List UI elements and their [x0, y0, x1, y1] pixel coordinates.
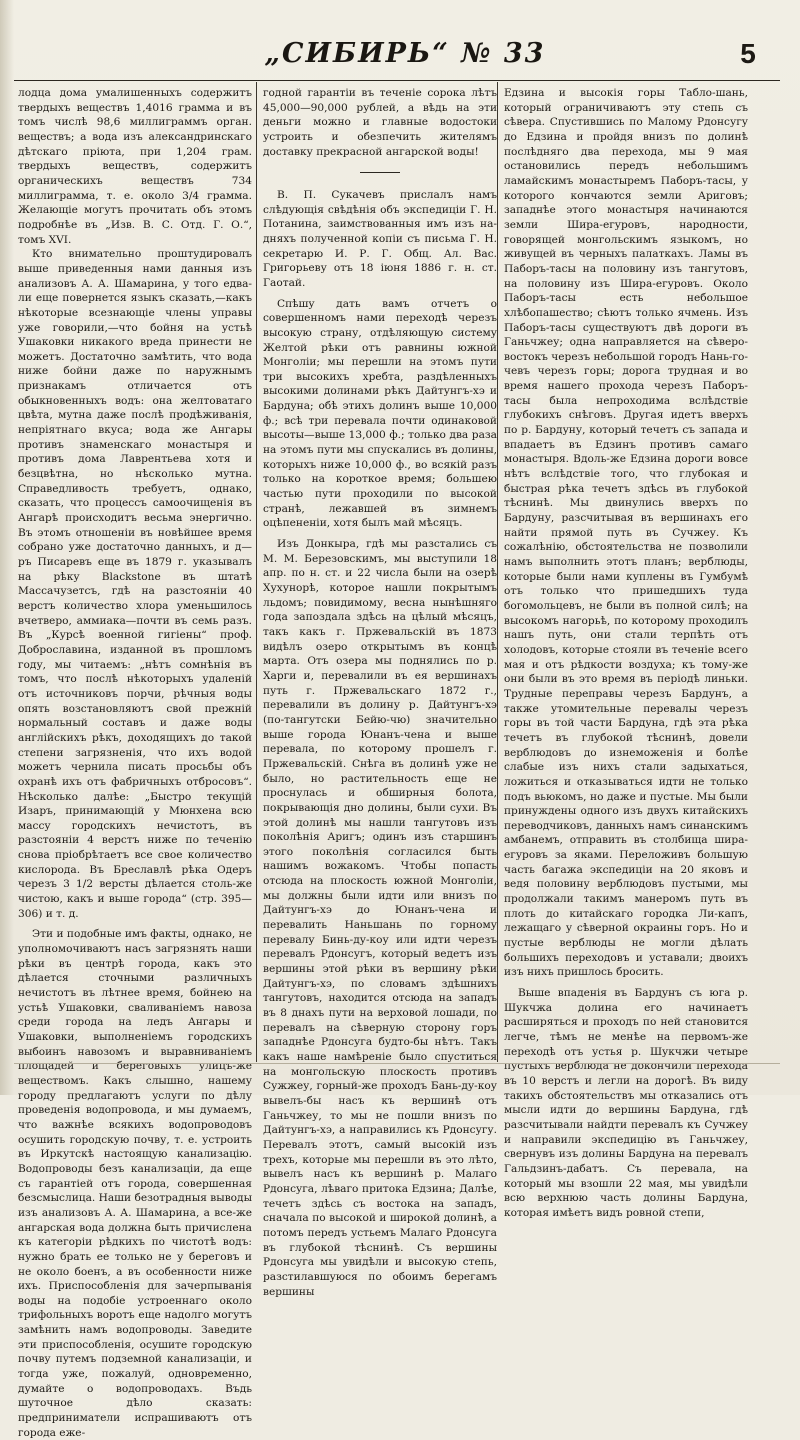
column-divider: [256, 82, 257, 1062]
paragraph: Эти и подобные имъ факты, однако, не уполномочиваютъ насъ загрязнять наши рѣки въ центрѣ города, какъ это дѣлается сточными различныхъ нечистотъ въ лѣтнее время, бойнею на устьѣ Ушаковки, сваливаніемъ навоза среди города на ледъ Ангары и Ушаковки, выполненіемъ городскихъ выбоинъ навозомъ и выравниваніемъ площадей и береговыхъ улицъ-же веществомъ. Какъ слышно, нашему городу предлагаютъ услуги по дѣлу проведенія водопровода, и мы думаемъ, что важнѣе всякихъ водопроводовъ осушить городскую почву, т. е. устроить въ Иркутскѣ настоящую канализацію. Водопроводы безъ канализаціи, да еще съ гарантіей отъ города, совершенная безсмыслица. Наши безотрадныя выводы изъ анализовъ А. А. Шамарина, а все-же ангарская вода должна быть причислена къ категоріи рѣдкихъ по чистотѣ водъ: нужно брать ее только не у береговъ и не около боенъ, а въ особенности ниже ихъ. Приспособленія для зачерпыванія воды на подобіе устроеннаго около трифольныхъ воротъ еще надолго могутъ замѣнить намъ водопроводы. Заведите эти приспособленія, осушите городскую почву путемъ подземной канализаціи, и тогда уже, пожалуй, одновременно, думайте о водопроводахъ. Въдь шуточное дѣло сказать: предприниматели испрашиваютъ отъ города еже-: [18, 928, 252, 1439]
paragraph: лодца дома умалишенныхъ содержитъ твердыхъ веществъ 1,4016 грамма и въ томъ числѣ 98,6 миллиграммъ орган. веществъ; а вода изъ александринскаго дѣтскаго пріюта, при 1,204 грам. твердыхъ веществъ, содержитъ органическихъ веществъ 734 миллиграмма, т. е. около 3/4 грамма. Желающіе могутъ прочитать объ этомъ подробнѣе въ „Изв. В. С. Отд. Г. О.“, томъ XVI.: [18, 87, 252, 246]
column-3: [504, 86, 748, 1219]
paragraph: Едзина и высокія горы Табло-шань, который ограничиваютъ эту степь съ сѣвера. Спустившись по Малому Рдонсугу до Едзина и пройдя внизъ по долинѣ послѣдняго два перехода, мы 9 мая остановились передъ небольшимъ ламайскимъ монастыремъ Паборъ-тасы, у которого кончаются земли Ариговъ; западнѣе этого монастыря начинаются земли Шира-егуровъ, народности, говорящей монгольскимъ языкомъ, но живущей въ черныхъ палаткахъ. Ламы въ Паборъ-тасы на половину изъ тангутовъ, на половину изъ Шира-егуровъ. Около Паборъ-тасы есть небольшое хлѣбопашество; сѣютъ только ячмень. Изъ Паборъ-тасы существуютъ двѣ дороги въ Ганьчжеу; одна направляется на сѣверо-востокъ черезъ небольшой городъ Нань-го-чевъ черезъ горы; дорога трудная и во время нашего прохода черезъ Паборъ-тасы была непроходима вслѣдствіе глубокихъ снѣговъ. Другая идетъ вверхъ по р. Бардуну, который течетъ съ запада и впадаетъ въ Едзинъ противъ самаго монастыря. Вдоль-же Едзина дороги вовсе нѣтъ вслѣдствіе того, что глубокая и быстрая рѣка течетъ здѣсь въ глубокой тѣснинѣ. Мы двинулись вверхъ по Бардуну, разсчитывая въ вершинахъ его найти прямой путь въ Сучжеу. Къ сожалѣнію, обстоятельства не позволили намъ выполнить этотъ планъ; верблюды, которые были нами куплены въ Гумбумѣ отъ только что пришедшихъ туда богомольцевъ, не были въ полной силѣ; на высокомъ нагорьѣ, по которому проходилъ нашъ путь, они стали терпѣть отъ холодовъ, которые стояли въ теченіе всего мая и отъ рѣдкости воздуха; къ тому-же они были въ это время въ періодѣ линьки. Трудные переправы черезъ Бардунъ, а также утомительные перевалы черезъ горы въ той части Бардуна, гдѣ эта рѣка течетъ въ глубокой тѣснинѣ, довели верблюдовъ до изнеможенія и болѣе слабые изъ нихъ стали задыхаться, ложиться и отказываться идти не только подъ вьюкомъ, но даже и пустые. Мы были принуждены одного изъ двухъ китайскихъ переводчиковъ, данныхъ намъ синанскимъ амбанемъ, отправить въ столбища шира-егуровъ за яками. Переложивъ большую часть багажа экспедиціи на 20 яковъ и ведя половину верблюдовъ пустыми, мы продолжали такимъ манеромъ путь въ плоть до китайскаго городка Ли-капъ, лежащаго у сѣверной окраины горъ. Но и пустые верблюды не могли дѣлать большихъ переходовъ и уставали; двоихъ изъ нихъ пришлось бросить.: [504, 87, 748, 979]
paragraph: Выше впаденія въ Бардунъ съ юга р. Шукчжа долина его начинаетъ расширяться и проходъ по ней становится легче, тѣмъ не менѣе на первомъ-же переходѣ отъ устья р. Шукчжи четыре пустыхъ верблюда не докончили перехода въ 10 верстъ и легли на дорогѣ. Въ виду такихъ обстоятельствъ мы отказались отъ мысли идти до вершины Бардуна, гдѣ разсчитывали найдти перевалъ къ Сучжеу и направили экспедицію въ Ганьчжеу, свернувъ изъ долины Бардуна на перевалъ Гальдзинъ-дабатъ. Съ перевала, на который мы взошли 22 мая, мы увидѣли всю верхнюю часть долины Бардуна, которая имѣетъ видъ ровной степи,: [504, 987, 748, 1219]
column-divider: [497, 82, 498, 1062]
column-2: [263, 86, 497, 1298]
paragraph: Спѣшу дать вамъ отчетъ о совершенномъ нами переходѣ черезъ высокую страну, отдѣляющую систему Желтой рѣки отъ равнины южной Монголіи; мы перешли на этомъ пути три высокихъ хребта, раздѣленныхъ высокими долинами рѣкъ Дайтунгъ-хэ и Бардуна; обѣ этихъ долинъ выше 10,000 ф.; всѣ три перевала почти одинаковой высоты—выше 13,000 ф.; только два раза на этомъ пути мы спускались въ долины, которыхъ ниже 10,000 ф., во всякій разъ только на короткое время; большею частью пути проходили по высокой странѣ, лежавшей въ зимнемъ оцѣпененіи, хотя былъ май мѣсяцъ.: [263, 297, 497, 530]
paragraph: годной гарантіи въ теченіе сорока лѣтъ 45,000—90,000 рублей, а вѣдь на эти деньги можно и главные водостоки устроить и обезпечить жителямъ доставку прекрасной ангарской воды!: [263, 87, 497, 158]
paragraph: Изъ Донкыра, гдѣ мы разстались съ М. М. Березовскимъ, мы выступили 18 апр. по н. ст. и 22 числа были на озерѣ Хухунорѣ, которое нашли покрытымъ льдомъ; повидимому, весна нынѣшняго года запоздала здѣсь на цѣлый мѣсяцъ, такъ какъ г. Пржевальскій въ 1873 видѣлъ озеро открытымъ въ концѣ марта. Отъ озера мы поднялись по р. Харги и, перевалили въ ея вершинахъ путь г. Пржевальскаго 1872 г., перевалили въ долину р. Дайтунгъ-хэ (по-тангутски Бейю-чю) значительно выше города Юнанъ-чена и выше перевала, по которому прошелъ г. Пржевальскій. Снѣга въ долинѣ уже не было, но растительность еще не проснулась и обширныя болота, покрывающія дно долины, были сухи. Въ этой долинѣ мы нашли тангутовъ изъ поколѣнія Аригъ; одинъ изъ старшинъ этого поколѣнія согласился быть нашимъ вожакомъ. Чтобы попасть отсюда на плоскость южной Монголіи, мы должны были идти или внизъ по Дайтунгъ-хэ до Юнанъ-чена и перевалить Наньшань по горному перевалу Бинь-ду-коу или идти черезъ перевалъ Рдонсугъ, который ведетъ изъ вершины этой рѣки въ вершину рѣки Дайтунгъ-хэ, по словамъ здѣшнихъ тангутовъ, находится отсюда на западъ въ 8 днахъ пути на верховой лошади, по перевалъ на сѣверную сторону горъ западнѣе Рдонсуга будто-бы нѣтъ. Такъ какъ наше намѣреніе было спуститься на монгольскую плоскость противъ Сужжеу, горный-же проходъ Бань-ду-коу вывелъ-бы насъ къ вершинѣ отъ Ганьчжеу, то мы не пошли внизъ по Дайтунгъ-хэ, а направились къ Рдонсугу. Перевалъ этотъ, самый высокій изъ трехъ, которые мы перешли въ это лѣто, вывелъ насъ къ вершинѣ р. Малаго Рдонсуга, лѣваго притока Едзина; Далѣе, течетъ здѣсь съ востока на западъ, сначала по высокой и широкой долинѣ, а потомъ передъ устьемъ Малаго Рдонсуга въ глубокой тѣснинѣ. Съ вершины Рдонсуга мы увидѣли и высокую степь, разстилавшуюся по обоимъ берегамъ вершины: [263, 538, 497, 1298]
page-number: 5: [740, 38, 756, 69]
page-bottom-edge: [14, 1063, 780, 1064]
newspaper-title: „СИБИРЬ“ № 33: [264, 38, 546, 69]
header-rule: [14, 80, 780, 81]
paragraph: Кто внимательно проштудировалъ выше приведенныя нами данныя изъ анализовъ А. А. Шамарина, у того едва-ли еще повернется языкъ сказать,—какъ нѣкоторые всезнающіе члены управы уже говорили,—что бойня на устьѣ Ушаковки никакого вреда принести не можетъ. Достаточно замѣтить, что вода ниже бойни даже по наружнымъ признакамъ отличается отъ обыкновенныхъ водъ: она желтоватаго цвѣта, мутна даже послѣ продѣживанія, непріятнаго вкуса; вода же Ангары противъ знаменскаго монастыря и противъ дома Лаврентьева хотя и безцвѣтна, но нѣсколько мутна. Справедливость требуетъ, однако, сказать, что процессъ самоочищенія въ Ангарѣ происходитъ весьма энергично. Въ этомъ отношеніи въ новѣйшее время собрано уже достаточно данныхъ, и д—ръ Писаревъ еще въ 1879 г. указывалъ на рѣку Blackstone въ штатѣ Массачузетсъ, гдѣ на разстояніи 40 верстъ количество хлора уменьшилось вчетверо, аммиака—почти въ семь разъ. Въ „Курсѣ военной гигіены“ проф. Доброславина, изданной въ прошломъ году, мы читаемъ: „нѣтъ сомнѣнія въ томъ, что послѣ нѣкоторыхъ удаленій отъ источниковъ порчи, рѣчныя воды опять возстановляютъ свой прежній нормальный составъ и даже воды англійскихъ рѣкъ, доходящихъ до такой степени загрязненія, что ихъ водой можетъ чернила писать просьбы объ охранѣ ихъ отъ фабричныхъ отбросовъ“. Нѣсколько далѣе: „Быстро текущій Изаръ, принимающій у Мюнхена всю массу городскихъ нечистотъ, въ разстояніи 4 верстъ ниже по теченію снова пріобрѣтаетъ все свое количество кислорода. Въ Бреславлѣ рѣка Одеръ черезъ 3 1/2 версты дѣлается столь-же чистою, какъ и выше города“ (стр. 395—306) и т. д.: [18, 248, 252, 920]
binding-shadow: [0, 0, 14, 1095]
column-1: [18, 86, 252, 1439]
masthead: [240, 38, 570, 78]
paragraph: В. П. Сукачевъ прислалъ намъ слѣдующія свѣдѣнія объ экспедиціи Г. Н. Потанина, заимствованныя имъ изъ на-дняхъ полученной копіи съ письма Г. Н. секретарю И. Р. Г. Общ. Ал. Вас. Григорьеву отъ 18 іюня 1886 г. н. ст. Гаотай.: [263, 188, 497, 289]
section-divider: [263, 165, 497, 180]
